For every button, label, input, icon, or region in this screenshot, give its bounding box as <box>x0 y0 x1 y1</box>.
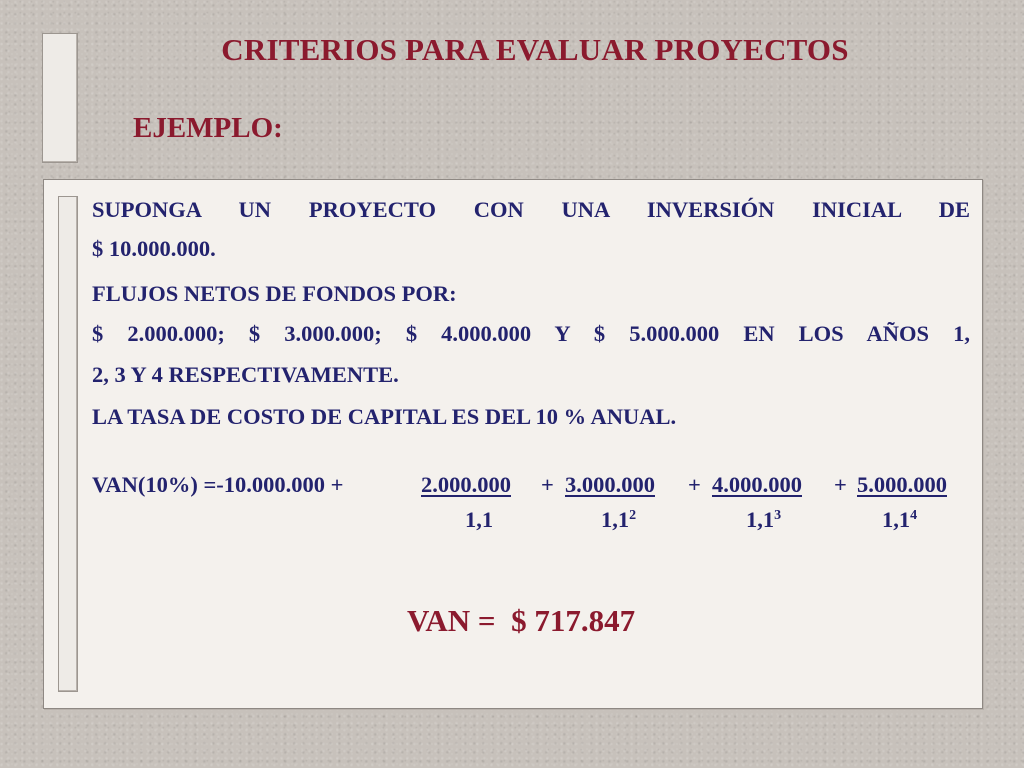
body-line-5: 2, 3 Y 4 RESPECTIVAMENTE. <box>92 362 399 387</box>
formula-plus-2: + <box>688 472 701 497</box>
formula-denominator-1: 1,1 <box>465 507 494 532</box>
slide-subtitle: EJEMPLO: <box>133 112 283 144</box>
formula-denominator-3: $1,1^3$ <box>746 507 782 532</box>
slide-title: CRITERIOS PARA EVALUAR PROYECTOS <box>221 32 849 67</box>
formula-numerator-1: 2.000.000 <box>421 472 511 497</box>
formula-numerator-2: 3.000.000 <box>565 472 655 497</box>
formula-denominator-2: $1,1^2$ <box>601 507 637 532</box>
formula-denominator-4: $1,1^4$ <box>882 507 918 532</box>
formula-plus-1: + <box>541 472 554 497</box>
body-line-2: $ 10.000.000. <box>92 236 216 261</box>
van-result: VAN = $ 717.847 <box>407 603 636 638</box>
body-line-3: FLUJOS NETOS DE FONDOS POR: <box>92 281 457 306</box>
formula-plus-3: + <box>834 472 847 497</box>
formula-lhs: VAN(10%) =-10.000.000 + <box>92 472 344 497</box>
formula-numerator-4: 5.000.000 <box>857 472 947 497</box>
formula-numerator-3: 4.000.000 <box>712 472 802 497</box>
decorative-bar-box <box>58 196 78 692</box>
body-line-6: LA TASA DE COSTO DE CAPITAL ES DEL 10 % ANUAL. <box>92 404 677 429</box>
body-line-1: SUPONGA UN PROYECTO CON UNA INVERSIÓN INICIAL DE <box>92 197 970 222</box>
body-line-4: $ 2.000.000; $ 3.000.000; $ 4.000.000 Y $ 5.000.000 EN LOS AÑOS 1, <box>92 321 970 346</box>
